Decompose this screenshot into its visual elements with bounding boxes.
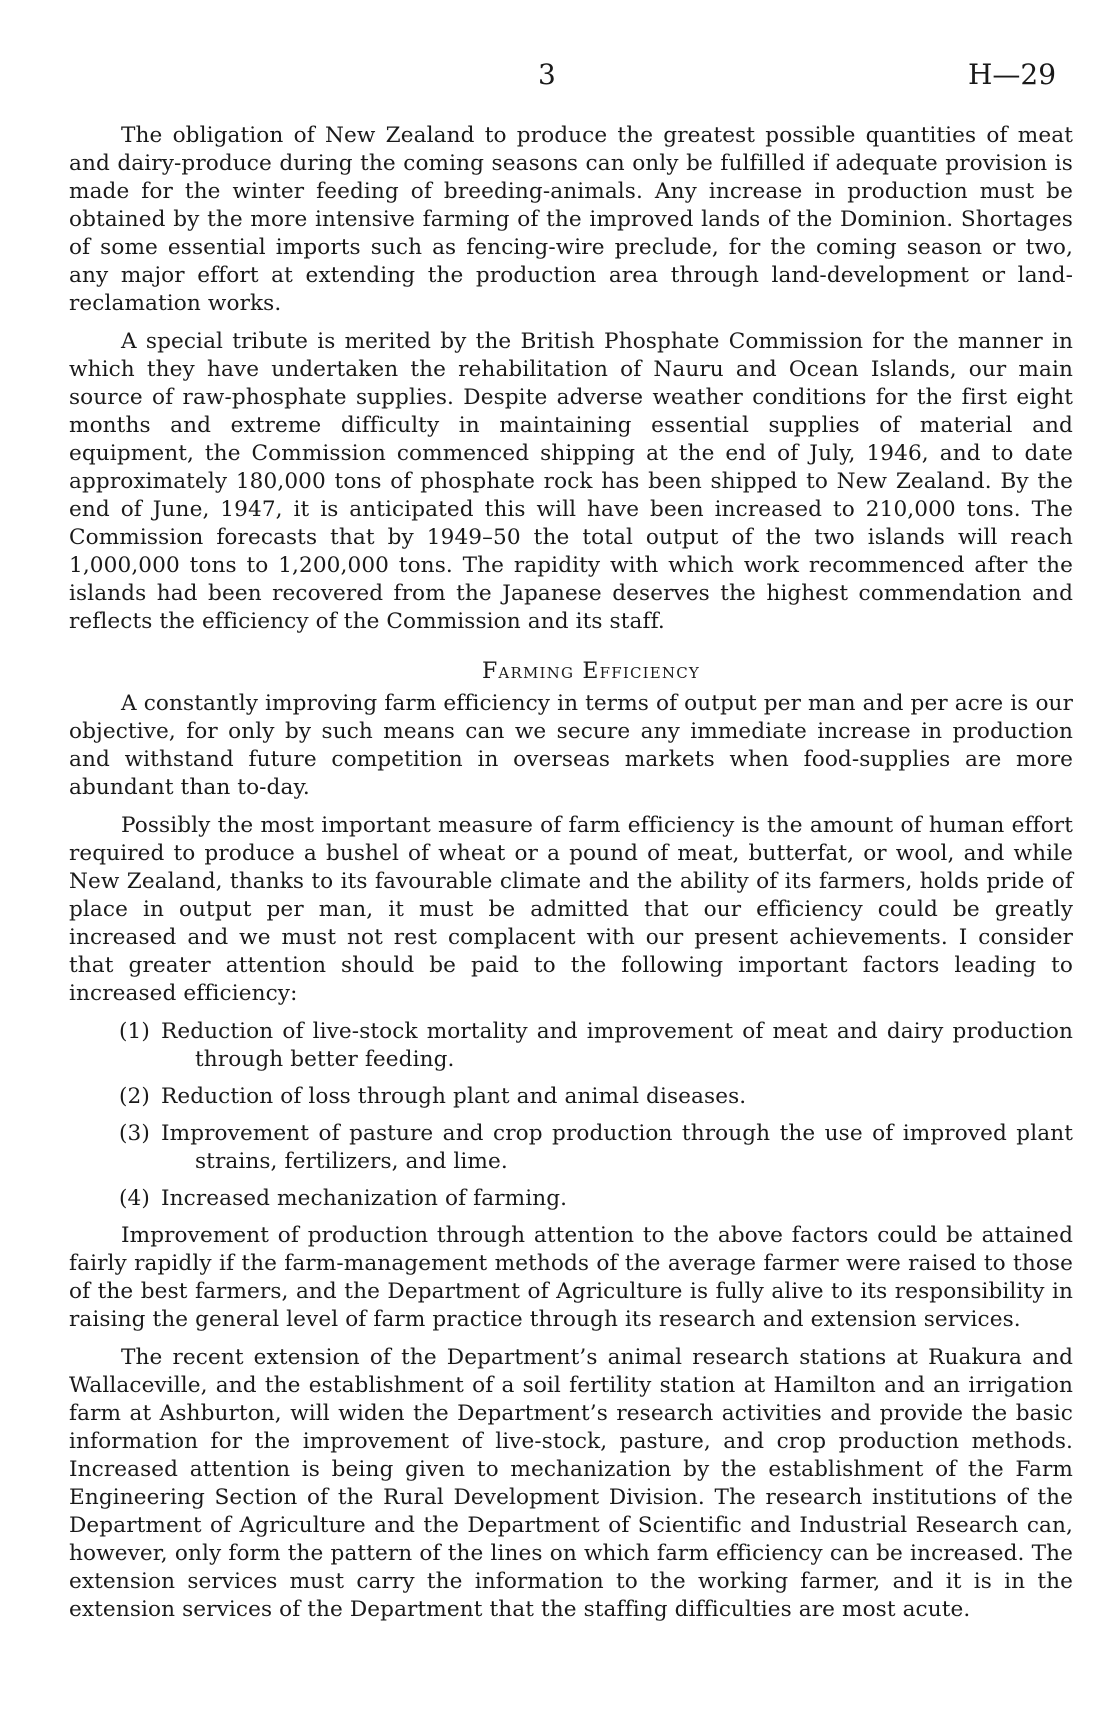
paragraph-production-obligation: The obligation of New Zealand to produce the greatest possible quantities of meat and dairy-produce during the coming seasons can only be fulfilled if adequate provision is made for the winter feeding of breeding-animals. Any increase in production must be obtained by the more intensive farming of the improved lands of the Dominion. Shortages of some essential imports such as fencing-wire preclude, for the coming season or two, any major effort at extending the production area through land-development or land-reclamation works. — [69, 123, 1073, 316]
list-item — [69, 1185, 1073, 1213]
list-item-number: (1) — [119, 1019, 150, 1044]
paragraph-farm-efficiency-objective: A constantly improving farm efficiency in terms of output per man and per acre is our objective, for only by such means can we secure any immediate increase in production and withstand future competition in overseas markets when food-supplies are more abundant than to-day. — [69, 691, 1073, 800]
list-item — [69, 1083, 1073, 1111]
list-item — [69, 1120, 1073, 1176]
list-item-text: Improvement of pasture and crop production through the use of improved plant strains, fertilizers, and lime. — [161, 1121, 1073, 1174]
paragraph-efficiency-measure: Possibly the most important measure of farm efficiency is the amount of human effort required to produce a bushel of wheat or a pound of meat, butterfat, or wool, and while New Zealand, thanks to its favourable climate and the ability of its farmers, holds pride of place in output per man, it must be admitted that our efficiency could be greatly increased and we must not rest complacent with our present achievements. I consider that greater attention should be paid to the following important factors leading to increased efficiency: — [69, 813, 1073, 1006]
list-item-number: (2) — [119, 1084, 150, 1109]
list-item-text: Increased mechanization of farming. — [161, 1186, 568, 1211]
paragraph-farm-management: Improvement of production through attention to the above factors could be attained fairly rapidly if the farm-management methods of the average farmer were raised to those of the best farmers, and the Department of Agriculture is fully alive to its responsibility in raising the general level of farm practice through its research and extension services. — [69, 1223, 1073, 1332]
section-heading: Farming Efficiency — [481, 659, 701, 684]
list-item — [69, 1018, 1073, 1074]
body-text — [69, 122, 1073, 1634]
paragraph-research-stations: The recent extension of the Department’s animal research stations at Ruakura and Wallaceville, and the establishment of a soil fertility station at Hamilton and an irrigation farm at Ashburton, will widen the Department’s research activities and provide the basic information for the improvement of live-stock, pasture, and crop production methods. Increased attention is being given to mechanization by the establishment of the Farm Engineering Section of the Rural Development Division. The research institutions of the Department of Agriculture and the Department of Scientific and Industrial Research can, however, only form the pattern of the lines on which farm efficiency can be increased. The extension services must carry the information to the working farmer, and it is in the extension services of the Department that the staffing difficulties are most acute. — [69, 1345, 1073, 1622]
paragraph-phosphate-commission: A special tribute is merited by the British Phosphate Commission for the manner in which they have undertaken the rehabilitation of Nauru and Ocean Islands, our main source of raw-phosphate supplies. Despite adverse weather conditions for the first eight months and extreme difficulty in maintaining essential supplies of material and equipment, the Commission commenced shipping at the end of July, 1946, and to date approximately 180,000 tons of phosphate rock has been shipped to New Zealand. By the end of June, 1947, it is anticipated this will have been increased to 210,000 tons. The Commission forecasts that by 1949–50 the total output of the two islands will reach 1,000,000 tons to 1,200,000 tons. The rapidity with which work recommenced after the islands had been recovered from the Japanese deserves the highest commendation and reflects the efficiency of the Commission and its staff. — [69, 329, 1073, 634]
list-item-number: (4) — [119, 1186, 150, 1211]
document-reference: H—29 — [968, 58, 1057, 91]
list-item-number: (3) — [119, 1121, 150, 1146]
page-header — [0, 58, 1114, 98]
page-number: 3 — [538, 58, 556, 91]
factors-list — [69, 1018, 1073, 1213]
list-item-text: Reduction of live-stock mortality and improvement of meat and dairy production through better feeding. — [161, 1019, 1073, 1072]
list-item-text: Reduction of loss through plant and animal diseases. — [161, 1084, 747, 1109]
